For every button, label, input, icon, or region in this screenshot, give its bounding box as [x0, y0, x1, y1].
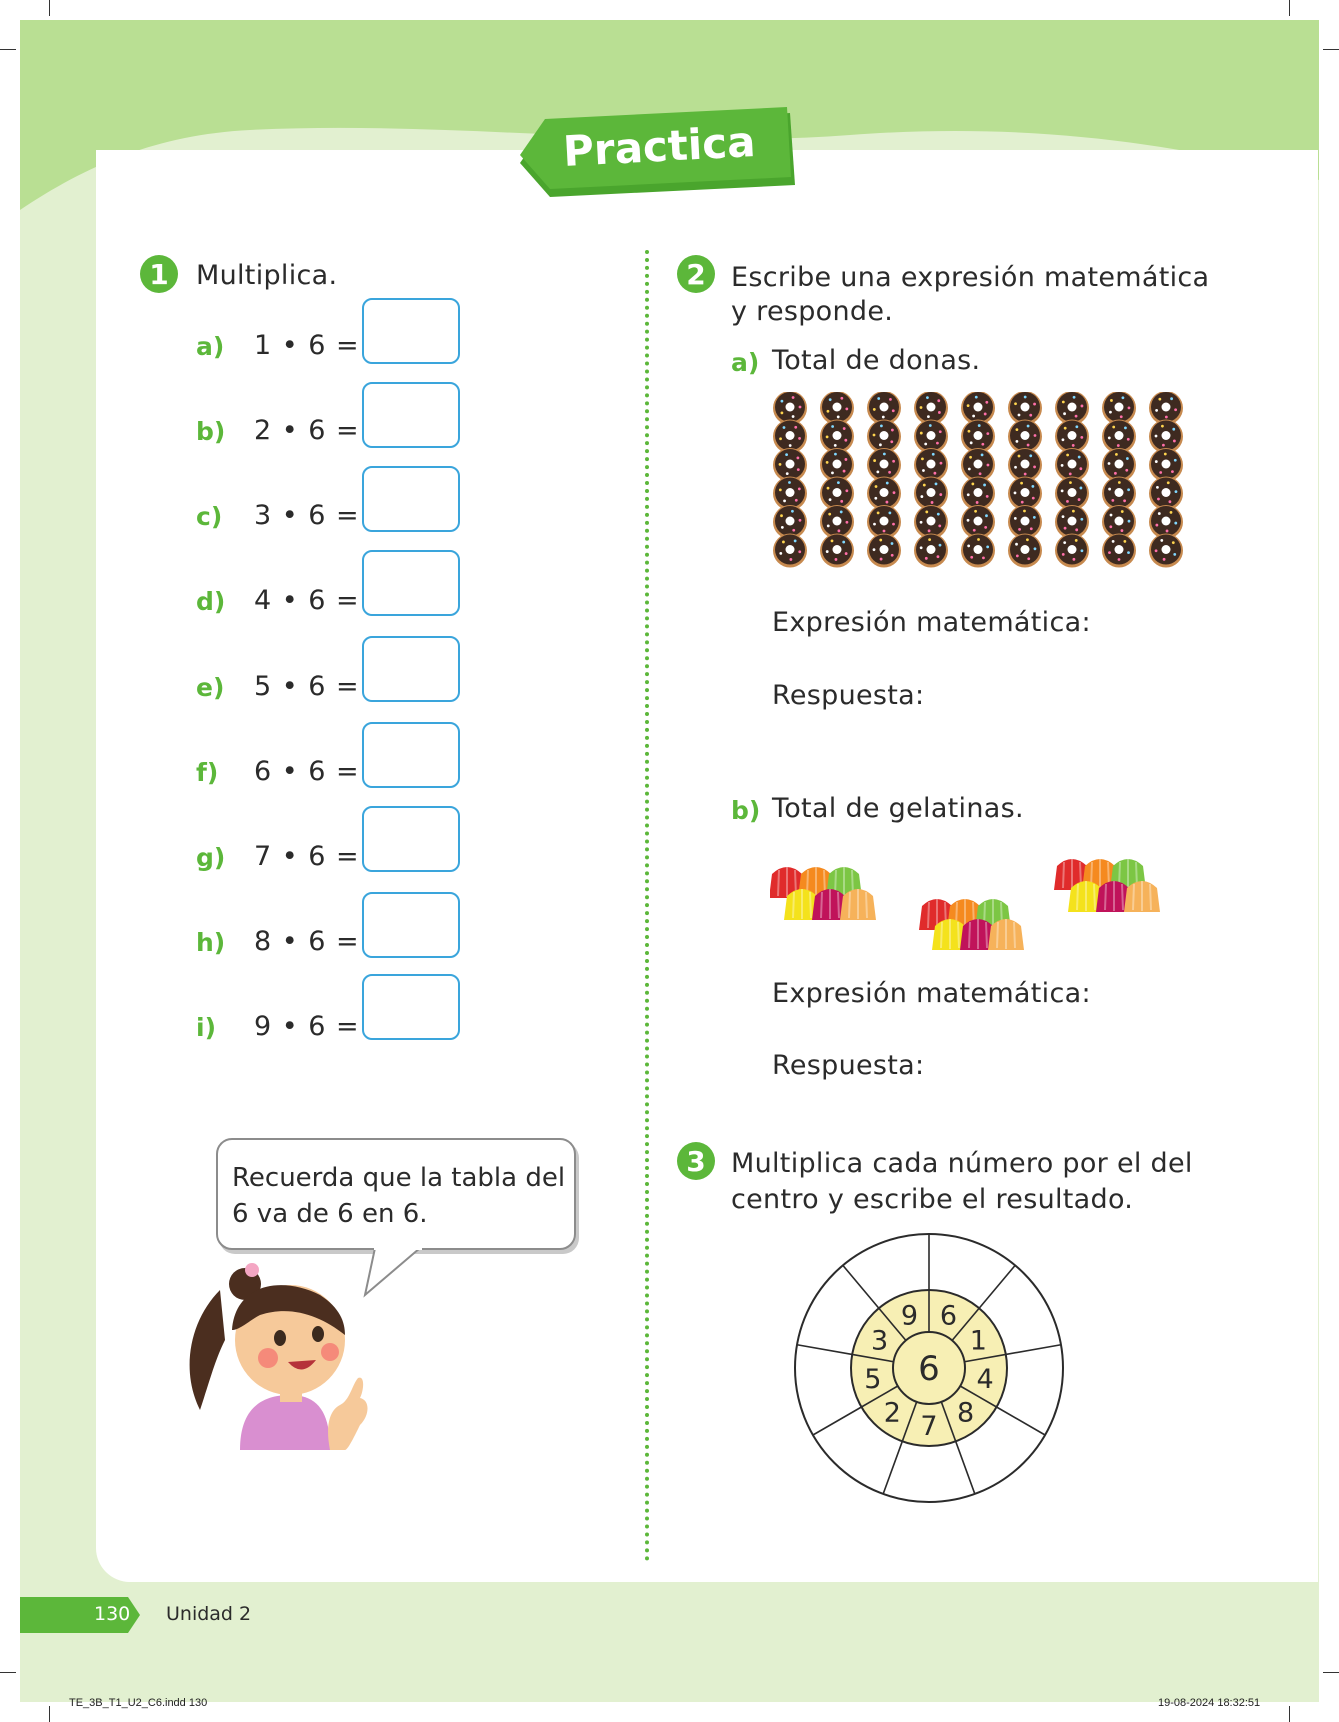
donut — [914, 534, 948, 568]
crop-mark — [1323, 1672, 1339, 1673]
item-f-answer-box[interactable] — [362, 722, 460, 788]
item-e-expression: 5 • 6 = — [254, 671, 360, 702]
gelatin-group-1 — [770, 867, 876, 920]
wheel-ring-number: 6 — [939, 1300, 958, 1332]
multiplication-wheel — [791, 1230, 1067, 1506]
item-d-answer-box[interactable] — [362, 550, 460, 616]
crop-mark — [0, 49, 16, 50]
item-d-expression: 4 • 6 = — [254, 585, 360, 616]
exercise-1-instruction: Multiplica. — [196, 260, 338, 291]
wheel-ring-number: 8 — [957, 1397, 975, 1429]
item-i-label: i) — [196, 1013, 216, 1042]
item-a-expression: 1 • 6 = — [254, 330, 360, 361]
item-g-answer-box[interactable] — [362, 806, 460, 872]
item-i-expression: 9 • 6 = — [254, 1011, 360, 1042]
donut — [961, 534, 995, 568]
item-c-label: c) — [196, 502, 223, 531]
exercise-2-instruction-line1: Escribe una expresión matemática — [731, 262, 1210, 293]
exercise-3-instruction-line1: Multiplica cada número por el del — [731, 1148, 1193, 1179]
part-b-answer-label: Respuesta: — [772, 1050, 925, 1081]
donut — [773, 534, 807, 568]
print-file-info: TE_3B_T1_U2_C6.indd 130 — [69, 1697, 208, 1709]
wheel-ring-number: 2 — [883, 1397, 901, 1429]
item-h-label: h) — [196, 928, 226, 957]
part-a-answer-label: Respuesta: — [772, 680, 925, 711]
item-e-label: e) — [196, 673, 225, 702]
item-b-label: b) — [196, 417, 226, 446]
item-b-answer-box[interactable] — [362, 382, 460, 448]
page-title: Practica — [561, 116, 757, 177]
item-i-answer-box[interactable] — [362, 974, 460, 1040]
part-a-label: a) — [731, 348, 760, 377]
crop-mark — [49, 1706, 50, 1722]
item-e-answer-box[interactable] — [362, 636, 460, 702]
donut — [867, 534, 901, 568]
wheel-ring-number: 3 — [871, 1325, 889, 1357]
wheel-ring-number: 7 — [920, 1411, 938, 1442]
item-h-answer-box[interactable] — [362, 892, 460, 958]
item-h-expression: 8 • 6 = — [254, 926, 360, 957]
exercise-3-badge: 3 — [677, 1142, 715, 1180]
part-a-title: Total de donas. — [772, 345, 981, 376]
donut — [1149, 534, 1183, 568]
crop-mark — [49, 0, 50, 16]
donut — [1055, 534, 1089, 568]
exercise-2-badge: 2 — [677, 255, 715, 293]
exercise-2-instruction-line2: y responde. — [731, 296, 894, 327]
speech-bubble-text: Recuerda que la tabla del 6 va de 6 en 6. — [232, 1163, 566, 1229]
item-a-answer-box[interactable] — [362, 298, 460, 364]
item-d-label: d) — [196, 587, 226, 616]
print-date-info: 19-08-2024 18:32:51 — [1158, 1697, 1261, 1709]
item-c-expression: 3 • 6 = — [254, 500, 360, 531]
crop-mark — [0, 1672, 16, 1673]
page-number: 130 — [94, 1603, 131, 1625]
part-b-expression-label: Expresión matemática: — [772, 978, 1091, 1009]
item-g-label: g) — [196, 843, 226, 872]
wheel-ring-number: 1 — [969, 1325, 987, 1357]
crop-mark — [1289, 1706, 1290, 1722]
item-c-answer-box[interactable] — [362, 466, 460, 532]
gelatin-group-2 — [919, 899, 1024, 950]
crop-mark — [1289, 0, 1290, 16]
speech-bubble — [216, 1138, 576, 1250]
item-f-label: f) — [196, 758, 219, 787]
donut — [820, 534, 854, 568]
part-b-title: Total de gelatinas. — [772, 793, 1024, 824]
column-divider — [645, 250, 649, 1562]
exercise-3-instruction-line2: centro y escribe el resultado. — [731, 1184, 1134, 1215]
gelatin-groups — [770, 850, 1170, 950]
girl-illustration — [180, 1260, 380, 1460]
crop-mark — [1323, 49, 1339, 50]
wheel-ring-number: 9 — [900, 1300, 919, 1332]
exercise-1-badge: 1 — [140, 255, 178, 293]
part-b-label: b) — [731, 796, 761, 825]
donut-grid — [770, 392, 1190, 578]
donut — [1102, 534, 1136, 568]
wheel-ring-number: 5 — [864, 1363, 882, 1395]
item-a-label: a) — [196, 332, 225, 361]
item-b-expression: 2 • 6 = — [254, 415, 360, 446]
item-f-expression: 6 • 6 = — [254, 756, 360, 787]
item-g-expression: 7 • 6 = — [254, 841, 360, 872]
wheel-center-number: 6 — [918, 1349, 940, 1389]
unit-label: Unidad 2 — [166, 1603, 252, 1625]
part-a-expression-label: Expresión matemática: — [772, 607, 1091, 638]
wheel-ring-number: 4 — [976, 1363, 994, 1395]
donut — [1008, 534, 1042, 568]
gelatin-group-3 — [1054, 859, 1160, 912]
